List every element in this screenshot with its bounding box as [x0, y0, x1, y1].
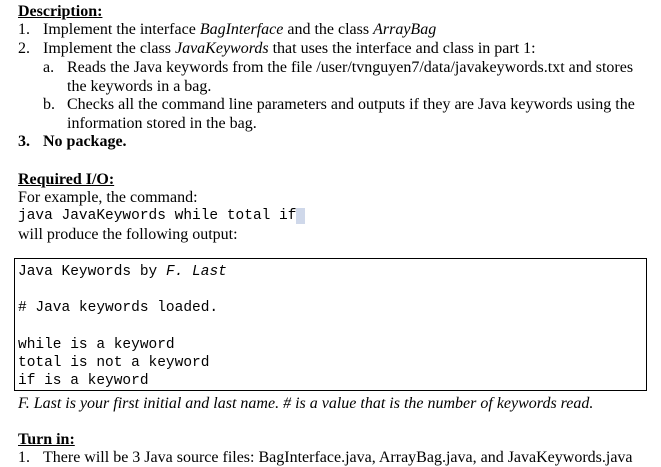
item-number: 3. [18, 133, 30, 150]
output-box [14, 258, 647, 391]
text-cursor [296, 208, 305, 224]
output-title: Java Keywords by F. Last [18, 264, 227, 280]
item-letter: b. [43, 96, 55, 113]
item-number: 1. [18, 21, 30, 38]
item-text-line2: information stored in the bag. [67, 115, 257, 132]
turn-in-heading: Turn in: [18, 431, 75, 448]
example-intro: For example, the command: [18, 189, 198, 206]
item-text: Implement the class JavaKeywords that uses the interface and class in part 1: [43, 40, 536, 57]
item-text: There will be 3 Java source files: BagInterface.java, ArrayBag.java, and JavaKeywords.java [43, 449, 633, 466]
description-heading: Description: [18, 3, 103, 20]
output-loaded: # Java keywords loaded. [18, 300, 219, 316]
output-result-2: total is not a keyword [18, 355, 210, 371]
required-io-heading: Required I/O: [18, 171, 115, 188]
output-result-3: if is a keyword [18, 373, 149, 389]
item-text-line1: Checks all the command line parameters and outputs if they are Java keywords using the [67, 96, 635, 113]
item-letter: a. [43, 59, 55, 76]
item-text: Implement the interface BagInterface and the class ArrayBag [43, 21, 437, 38]
item-text: No package. [43, 133, 127, 150]
item-text-line1: Reads the Java keywords from the file /user/tvnguyen7/data/javakeywords.txt and stores [67, 59, 634, 76]
example-command: java JavaKeywords while total if [18, 207, 305, 225]
output-result-1: while is a keyword [18, 337, 175, 353]
item-number: 2. [18, 40, 30, 57]
output-intro: will produce the following output: [18, 226, 238, 243]
item-text-line2: the keywords in a bag. [67, 78, 212, 95]
item-number: 1. [18, 449, 30, 466]
output-footnote: F. Last is your first initial and last name. # is a value that is the number of keywords read. [18, 395, 594, 412]
